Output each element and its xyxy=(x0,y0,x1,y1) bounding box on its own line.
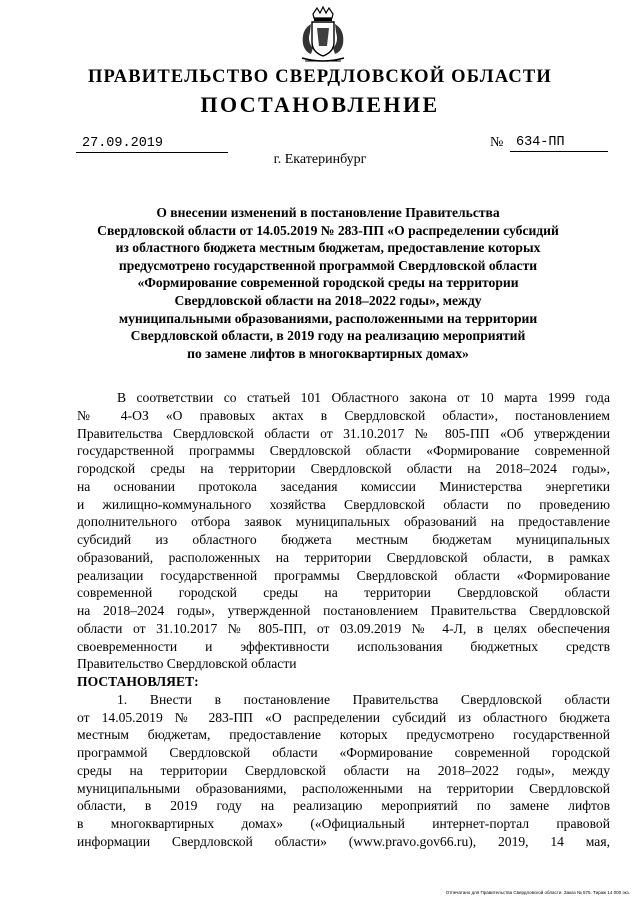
document-date: 27.09.2019 xyxy=(82,136,164,151)
heading-line: О внесении изменений в постановление Правительства xyxy=(156,205,500,220)
document-type: ПОСТАНОВЛЕНИЕ xyxy=(200,92,440,117)
body-line: муниципальными образованиями, расположенными на территории Свердловской xyxy=(77,780,610,796)
city: г. Екатеринбург xyxy=(273,152,367,167)
government-title: ПРАВИТЕЛЬСТВО СВЕРДЛОВСКОЙ ОБЛАСТИ xyxy=(87,67,553,87)
number-field xyxy=(488,134,608,152)
body-line: области, в 2019 году на реализацию мероприятий по замене лифтов xyxy=(77,798,610,814)
body-line: образований, расположенных на территории Свердловской области, в рамках xyxy=(77,549,610,565)
resolution-keyword: ПОСТАНОВЛЯЕТ: xyxy=(77,674,199,689)
body-line: на 2018–2024 годы», утвержденной постановлением Правительства Свердловской xyxy=(77,603,610,618)
body-line: государственной программы Свердловской области «Формирование современной xyxy=(77,443,610,459)
document-heading xyxy=(96,204,560,362)
heading-line: по замене лифтов в многоквартирных домах» xyxy=(187,345,469,361)
body-line: реализации государственной программы Свердловской области «Формирование xyxy=(77,567,610,583)
body-line: и жилищно-коммунального хозяйства Свердловской области по проведению xyxy=(77,496,610,512)
body-line: Правительства Свердловской области от 31.10.2017 № 805-ПП «Об утверждении xyxy=(77,425,610,441)
body-line: программой Свердловской области «Формирование современной городской xyxy=(77,745,610,760)
body-line: № 4-ОЗ «О правовых актах в Свердловской области», постановлением xyxy=(77,407,610,423)
number-sign: № xyxy=(490,135,504,150)
body-line: в многоквартирных домах» («Официальный интернет-портал правовой xyxy=(77,816,610,831)
body-line: своевременности и эффективности использования бюджетных средств xyxy=(77,638,610,654)
heading-line: Свердловской области на 2018–2022 годы», между xyxy=(174,292,482,308)
body-line: среды на территории Свердловской области на 2018–2022 годы», между xyxy=(77,762,610,778)
heading-line: муниципальными образованиями, расположенными на территории xyxy=(118,310,538,326)
body-line: информации Свердловской области» (www.pravo.gov66.ru), 2019, 14 мая, xyxy=(77,833,610,849)
body-line: местным бюджетам, предоставление которых предусмотрено государственной xyxy=(77,727,610,743)
coat-of-arms-icon xyxy=(296,6,350,64)
heading-line: из областного бюджета местным бюджетам, предоставление которых xyxy=(115,240,541,256)
body-line: на основании протокола заседания комиссии Министерства энергетики xyxy=(77,478,610,494)
body-line: дополнительного отбора заявок муниципальных образований на предоставление xyxy=(77,514,610,530)
heading-line: «Формирование современной городской среды на территории xyxy=(137,275,519,291)
body-line: В соответствии со статьей 101 Областного закона от 10 марта 1999 года xyxy=(117,390,610,405)
body-line: Правительство Свердловской области xyxy=(77,656,297,672)
document-number: 634-ПП xyxy=(516,135,565,150)
heading-line: Свердловской области, в 2019 году на реализацию мероприятий xyxy=(130,328,526,344)
date-field xyxy=(76,134,228,153)
body-line: области от 31.10.2017 № 805-ПП, от 03.09.2019 № 4-Л, в целях обеспечения xyxy=(77,620,610,636)
body-line: 1. Внести в постановление Правительства Свердловской области xyxy=(117,691,610,707)
body-line: субсидий из областного бюджета местным бюджетам муниципальных xyxy=(77,532,610,547)
heading-line: Свердловской области от 14.05.2019 № 283-ПП «О распределении субсидий xyxy=(97,222,559,238)
print-footer: Отпечатано для Правительства Свердловской области. Заказ № 575. Тираж 14 000 экз. xyxy=(445,890,630,895)
heading-line: предусмотрено государственной программой Свердловской области xyxy=(118,257,538,273)
body-line: современной городской среды на территории Свердловской области xyxy=(77,585,610,601)
body-line: городской среды на территории Свердловской области на 2018–2024 годы», xyxy=(77,461,610,476)
body-line: от 14.05.2019 № 283-ПП «О распределении субсидий из областного бюджета xyxy=(77,709,610,725)
document-body xyxy=(77,389,610,851)
